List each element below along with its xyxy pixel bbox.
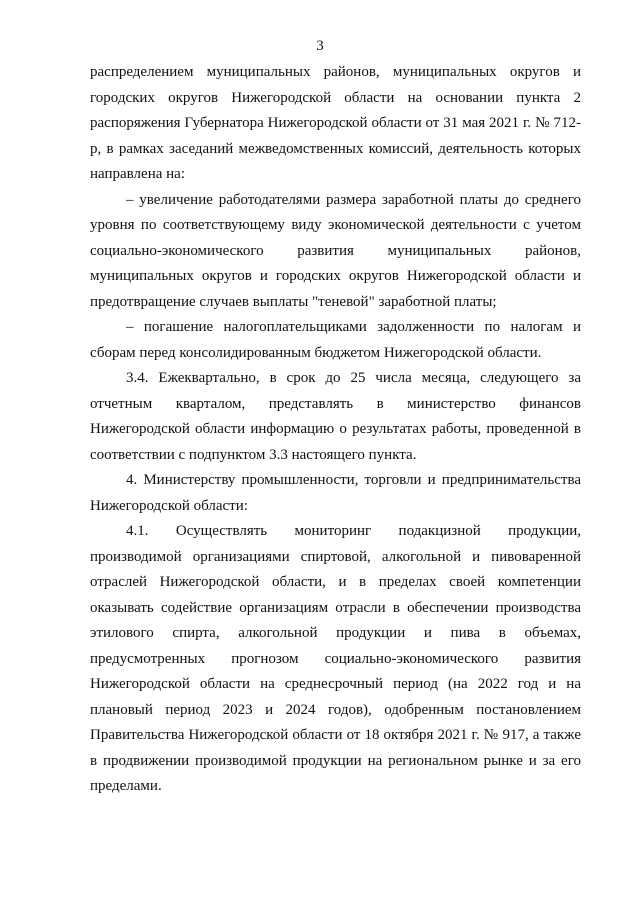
page-number: 3 xyxy=(316,38,324,54)
paragraph-continuation: распределением муниципальных районов, муниципальных округов и городских округов Нижегородской области на основании пункта 2 распоряжения Губернатора Нижегородской области от 31 мая 2021 г. № 712-р, в рамках заседаний межведомственных комиссий, деятельность которых направлена на: xyxy=(90,64,581,182)
paragraph-bullet-salary: – увеличение работодателями размера заработной платы до среднего уровня по соответствующему виду экономической деятельности с учетом социально-экономического развития муниципальных районов, муниципальных округов и городских округов Нижегородской области и предотвращение случаев выплаты "теневой" заработной платы; xyxy=(90,191,581,310)
paragraph-item-4: 4. Министерству промышленности, торговли и предпринимательства Нижегородской области: xyxy=(90,472,581,514)
document-body xyxy=(90,60,581,800)
paragraph-item-4-1: 4.1. Осуществлять мониторинг подакцизной продукции, производимой организациями спиртовой, алкогольной и пивоваренной отраслей Нижегородской области, и в пределах своей компетенции оказывать содействие организациям отрасли в обеспечении производства этилового спирта, алкогольной продукции и пива в объемах, предусмотренных прогнозом социально-экономического развития Нижегородской области на среднесрочный период (на 2022 год и на плановый период 2023 и 2024 годов), одобренным постановлением Правительства Нижегородской области от 18 октября 2021 г. № 917, а также в продвижении производимой продукции на региональном рынке и за его пределами. xyxy=(90,523,581,794)
paragraph-bullet-tax-debt: – погашение налогоплательщиками задолженности по налогам и сборам перед консолидированным бюджетом Нижегородской области. xyxy=(90,319,581,361)
paragraph-item-3-4: 3.4. Ежеквартально, в срок до 25 числа месяца, следующего за отчетным кварталом, представлять в министерство финансов Нижегородской области информацию о результатах работы, проведенной в соответствии с подпунктом 3.3 настоящего пункта. xyxy=(90,370,581,463)
